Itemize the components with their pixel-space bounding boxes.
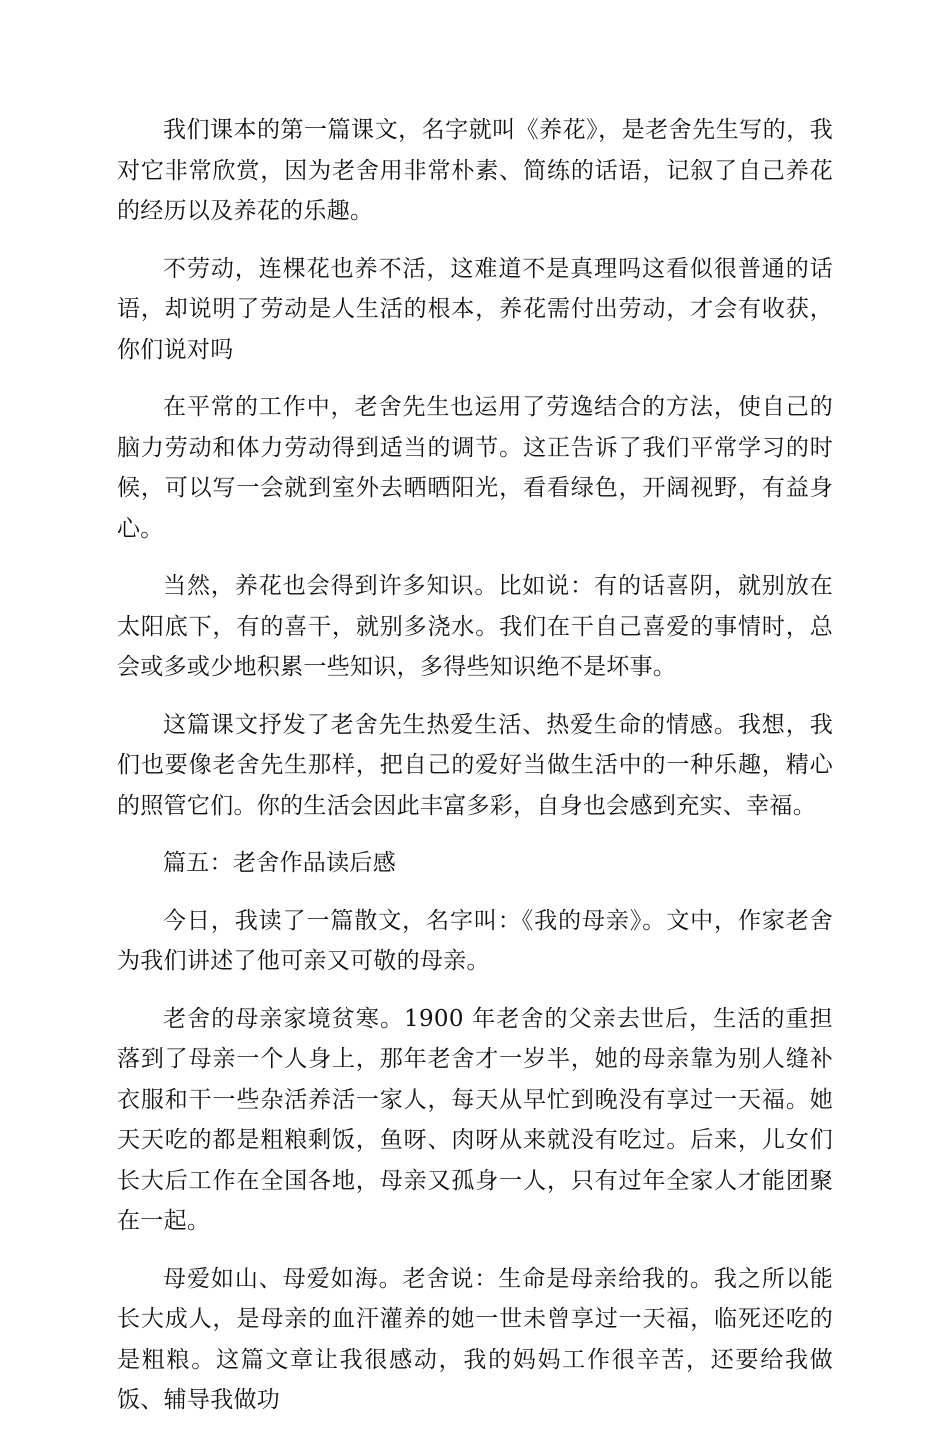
paragraph-mother-love: 母爱如山、母爱如海。老舍说：生命是母亲给我的。我之所以能长大成人，是母亲的血汗灌养的她一世未曾享过一天福，临死还吃的是粗粮。这篇文章让我很感动，我的妈妈工作很辛苦，还要给我做饭、辅导我做功: [117, 1265, 833, 1413]
paragraph-love-life: 这篇课文抒发了老舍先生热爱生活、热爱生命的情感。我想，我们也要像老舍先生那样，把自己的爱好当做生活中的一种乐趣，精心的照管它们。你的生活会因此丰富多彩，自身也会感到充实、幸福。: [117, 711, 833, 819]
section-heading: 篇五：老舍作品读后感: [163, 850, 396, 876]
paragraph-labor: 不劳动，连棵花也养不活，这难道不是真理吗这看似很普通的话语，却说明了劳动是人生活的根本，养花需付出劳动，才会有收获，你们说对吗: [117, 255, 833, 363]
paragraph-work-rest: 在平常的工作中，老舍先生也运用了劳逸结合的方法，使自己的脑力劳动和体力劳动得到适当的调节。这正告诉了我们平常学习的时候，可以写一会就到室外去晒晒阳光，看看绿色，开阔视野，有益身心。: [117, 394, 833, 542]
paragraph-knowledge: 当然，养花也会得到许多知识。比如说：有的话喜阴，就别放在太阳底下，有的喜干，就别多浇水。我们在干自己喜爱的事情时，总会或多或少地积累一些知识，多得些知识绝不是坏事。: [117, 573, 833, 680]
document-page: [117, 110, 833, 1438]
paragraph-flower-intro: 我们课本的第一篇课文，名字就叫《养花》，是老舍先生写的，我对它非常欣赏，因为老舍用非常朴素、简练的话语，记叙了自己养花的经历以及养花的乐趣。: [117, 117, 833, 224]
paragraph-my-mother-intro: 今日，我读了一篇散文，名字叫：《我的母亲》。文中，作家老舍为我们讲述了他可亲又可敬的母亲。: [117, 907, 833, 974]
paragraph-mother-hardship: 老舍的母亲家境贫寒。1900 年老舍的父亲去世后，生活的重担落到了母亲一个人身上，那年老舍才一岁半，她的母亲靠为别人缝补衣服和干一些杂活养活一家人，每天从早忙到晚没有享过一天福。她天天吃的都是粗粮剩饭，鱼呀、肉呀从来就没有吃过。后来，儿女们长大后工作在全国各地，母亲又孤身一人，只有过年全家人才能团聚在一起。: [117, 1005, 833, 1234]
